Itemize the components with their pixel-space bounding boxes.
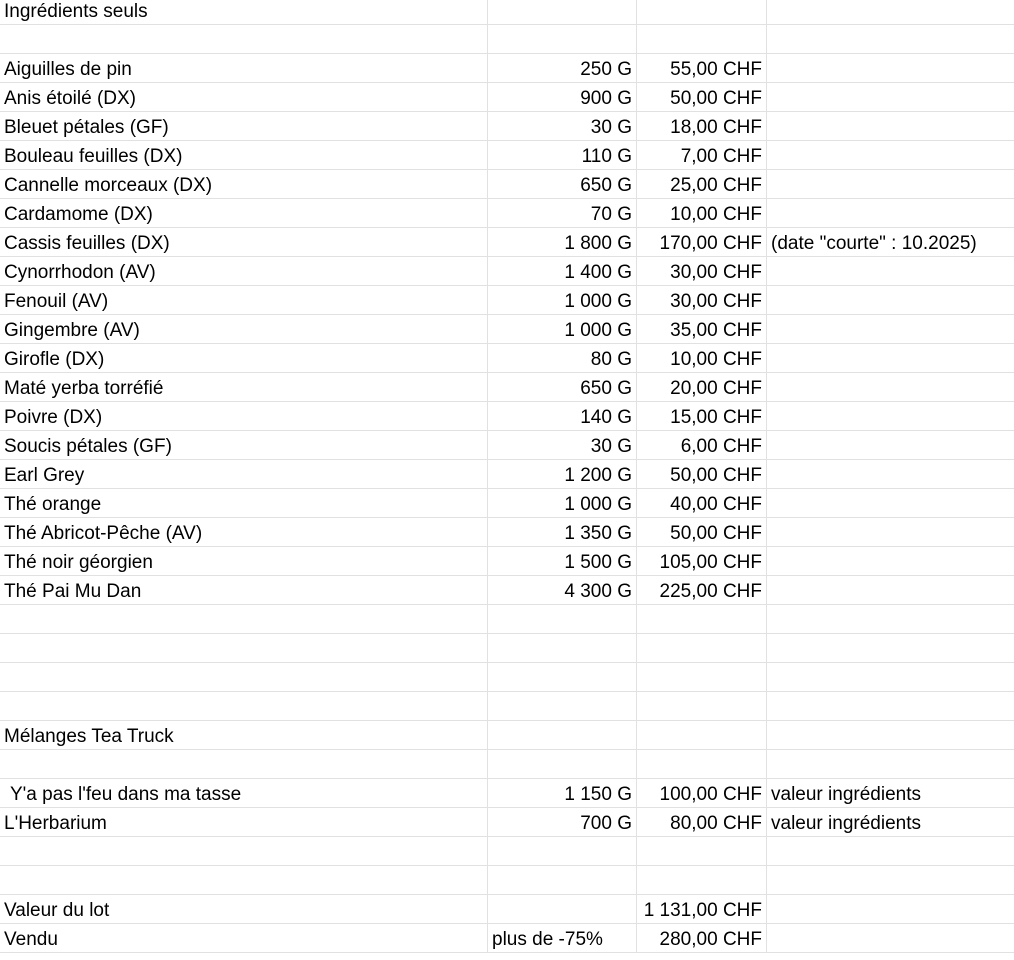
label-cell-text: Cardamome (DX) — [4, 204, 153, 225]
label-cell[interactable] — [0, 112, 488, 140]
price-cell-text: 10,00 CHF — [670, 204, 762, 225]
sheet-row — [0, 837, 1014, 866]
price-cell-text: 280,00 CHF — [659, 929, 762, 950]
note-cell[interactable] — [767, 489, 1014, 517]
quantity-cell-text: 1 000 G — [564, 320, 632, 341]
label-cell[interactable] — [0, 924, 488, 952]
price-cell[interactable] — [637, 460, 767, 488]
label-cell-text: Cannelle morceaux (DX) — [4, 175, 213, 196]
quantity-cell-text: 250 G — [580, 59, 632, 80]
price-cell[interactable] — [637, 721, 767, 749]
label-cell-text: Thé Abricot-Pêche (AV) — [4, 523, 203, 544]
quantity-cell[interactable] — [488, 141, 637, 169]
quantity-cell-text: 80 G — [590, 349, 632, 370]
label-cell[interactable] — [0, 721, 488, 749]
price-cell-text: 30,00 CHF — [670, 262, 762, 283]
sheet-row — [0, 750, 1014, 779]
note-cell[interactable] — [767, 431, 1014, 459]
price-cell[interactable] — [637, 895, 767, 923]
label-cell[interactable] — [0, 837, 488, 865]
note-cell-text: (date "courte" : 10.2025) — [771, 233, 977, 254]
sheet-row — [0, 431, 1014, 460]
note-cell[interactable] — [767, 460, 1014, 488]
label-cell-text: Soucis pétales (GF) — [4, 436, 172, 457]
price-cell[interactable] — [637, 141, 767, 169]
quantity-cell-text: 70 G — [590, 204, 632, 225]
price-cell-text: 7,00 CHF — [680, 146, 762, 167]
note-cell[interactable] — [767, 315, 1014, 343]
quantity-cell-text: 1 200 G — [564, 465, 632, 486]
quantity-cell[interactable] — [488, 605, 637, 633]
price-cell[interactable] — [637, 924, 767, 952]
quantity-cell[interactable] — [488, 895, 637, 923]
price-cell[interactable] — [637, 518, 767, 546]
quantity-cell[interactable] — [488, 0, 637, 24]
note-cell[interactable] — [767, 547, 1014, 575]
sheet-row — [0, 344, 1014, 373]
note-cell[interactable] — [767, 808, 1014, 836]
quantity-cell-text: 900 G — [580, 88, 632, 109]
quantity-cell[interactable] — [488, 83, 637, 111]
sheet-row — [0, 0, 1014, 25]
label-cell-text: L'Herbarium — [4, 813, 107, 834]
quantity-cell[interactable] — [488, 344, 637, 372]
quantity-cell[interactable] — [488, 199, 637, 227]
label-cell[interactable] — [0, 692, 488, 720]
price-cell[interactable] — [637, 402, 767, 430]
sheet-row — [0, 634, 1014, 663]
price-cell-text: 18,00 CHF — [670, 117, 762, 138]
quantity-cell[interactable] — [488, 634, 637, 662]
quantity-cell[interactable] — [488, 286, 637, 314]
note-cell[interactable] — [767, 576, 1014, 604]
note-cell-text: valeur ingrédients — [771, 813, 921, 834]
price-cell[interactable] — [637, 837, 767, 865]
price-cell[interactable] — [637, 25, 767, 53]
price-cell-text: 100,00 CHF — [659, 784, 762, 805]
label-cell[interactable] — [0, 518, 488, 546]
price-cell-text: 25,00 CHF — [670, 175, 762, 196]
label-cell[interactable] — [0, 489, 488, 517]
sheet-row — [0, 257, 1014, 286]
price-cell[interactable] — [637, 605, 767, 633]
label-cell[interactable] — [0, 141, 488, 169]
quantity-cell[interactable] — [488, 808, 637, 836]
label-cell[interactable] — [0, 54, 488, 82]
quantity-cell-text: 650 G — [580, 175, 632, 196]
note-cell[interactable] — [767, 692, 1014, 720]
label-cell[interactable] — [0, 373, 488, 401]
quantity-cell[interactable] — [488, 663, 637, 691]
note-cell[interactable] — [767, 779, 1014, 807]
sheet-row — [0, 460, 1014, 489]
quantity-cell-text: 1 800 G — [564, 233, 632, 254]
quantity-cell-text: 110 G — [581, 146, 632, 167]
price-cell-text: 20,00 CHF — [670, 378, 762, 399]
label-cell-text: Mélanges Tea Truck — [4, 726, 174, 747]
sheet-row — [0, 25, 1014, 54]
price-cell-text: 15,00 CHF — [670, 407, 762, 428]
label-cell[interactable] — [0, 286, 488, 314]
label-cell-text: Cassis feuilles (DX) — [4, 233, 170, 254]
label-cell-text: Thé Pai Mu Dan — [4, 581, 142, 602]
label-cell[interactable] — [0, 895, 488, 923]
price-cell[interactable] — [637, 199, 767, 227]
label-cell-text: Aiguilles de pin — [4, 59, 132, 80]
price-cell-text: 35,00 CHF — [670, 320, 762, 341]
price-cell[interactable] — [637, 576, 767, 604]
quantity-cell-text: 1 150 G — [564, 784, 632, 805]
quantity-cell[interactable] — [488, 112, 637, 140]
label-cell-text: Anis étoilé (DX) — [4, 88, 136, 109]
label-cell-text: Gingembre (AV) — [4, 320, 140, 341]
quantity-cell-text: 1 000 G — [564, 291, 632, 312]
price-cell[interactable] — [637, 0, 767, 24]
label-cell-text: Vendu — [4, 929, 58, 950]
quantity-cell[interactable] — [488, 837, 637, 865]
quantity-cell[interactable] — [488, 431, 637, 459]
label-cell[interactable] — [0, 576, 488, 604]
price-cell[interactable] — [637, 286, 767, 314]
note-cell[interactable] — [767, 344, 1014, 372]
note-cell[interactable] — [767, 257, 1014, 285]
note-cell-text: valeur ingrédients — [771, 784, 921, 805]
quantity-cell[interactable] — [488, 750, 637, 778]
quantity-cell[interactable] — [488, 721, 637, 749]
price-cell[interactable] — [637, 431, 767, 459]
quantity-cell-text: 140 G — [580, 407, 632, 428]
price-cell-text: 170,00 CHF — [659, 233, 762, 254]
price-cell[interactable] — [637, 866, 767, 894]
note-cell[interactable] — [767, 895, 1014, 923]
note-cell[interactable] — [767, 25, 1014, 53]
quantity-cell[interactable] — [488, 460, 637, 488]
price-cell-text: 80,00 CHF — [670, 813, 762, 834]
sheet-row — [0, 170, 1014, 199]
price-cell[interactable] — [637, 112, 767, 140]
quantity-cell[interactable] — [488, 228, 637, 256]
sheet-row — [0, 605, 1014, 634]
price-cell-text: 6,00 CHF — [680, 436, 762, 457]
label-cell[interactable] — [0, 25, 488, 53]
label-cell-text: Earl Grey — [4, 465, 85, 486]
label-cell-text: Y'a pas l'feu dans ma tasse — [10, 784, 242, 805]
label-cell-text: Maté yerba torréfié — [4, 378, 164, 399]
label-cell-text: Cynorrhodon (AV) — [4, 262, 156, 283]
price-cell-text: 50,00 CHF — [670, 88, 762, 109]
label-cell-text: Fenouil (AV) — [4, 291, 109, 312]
quantity-cell[interactable] — [488, 25, 637, 53]
price-cell[interactable] — [637, 315, 767, 343]
note-cell[interactable] — [767, 286, 1014, 314]
label-cell-text: Valeur du lot — [4, 900, 110, 921]
quantity-cell[interactable] — [488, 402, 637, 430]
price-cell[interactable] — [637, 634, 767, 662]
label-cell[interactable] — [0, 228, 488, 256]
label-cell[interactable] — [0, 170, 488, 198]
label-cell-text: Ingrédients seuls — [4, 1, 148, 22]
label-cell[interactable] — [0, 431, 488, 459]
sheet-row — [0, 402, 1014, 431]
price-cell[interactable] — [637, 54, 767, 82]
note-cell[interactable] — [767, 83, 1014, 111]
label-cell[interactable] — [0, 808, 488, 836]
price-cell[interactable] — [637, 228, 767, 256]
sheet-row — [0, 373, 1014, 402]
note-cell[interactable] — [767, 924, 1014, 952]
quantity-cell-text: 650 G — [580, 378, 632, 399]
quantity-cell[interactable] — [488, 924, 637, 952]
sheet-row — [0, 228, 1014, 257]
note-cell[interactable] — [767, 54, 1014, 82]
price-cell[interactable] — [637, 692, 767, 720]
quantity-cell[interactable] — [488, 54, 637, 82]
note-cell[interactable] — [767, 866, 1014, 894]
sheet-row — [0, 924, 1014, 953]
note-cell[interactable] — [767, 518, 1014, 546]
quantity-cell-text: 4 300 G — [564, 581, 632, 602]
price-cell-text: 55,00 CHF — [670, 59, 762, 80]
sheet-row — [0, 54, 1014, 83]
sheet-row — [0, 141, 1014, 170]
quantity-cell[interactable] — [488, 489, 637, 517]
quantity-cell-text: 700 G — [580, 813, 632, 834]
note-cell[interactable] — [767, 112, 1014, 140]
sheet-row — [0, 576, 1014, 605]
label-cell[interactable] — [0, 779, 488, 807]
sheet-row — [0, 721, 1014, 750]
label-cell[interactable] — [0, 315, 488, 343]
label-cell[interactable] — [0, 605, 488, 633]
price-cell[interactable] — [637, 489, 767, 517]
label-cell[interactable] — [0, 0, 488, 24]
price-cell[interactable] — [637, 373, 767, 401]
label-cell[interactable] — [0, 402, 488, 430]
price-cell[interactable] — [637, 344, 767, 372]
note-cell[interactable] — [767, 402, 1014, 430]
price-cell[interactable] — [637, 170, 767, 198]
label-cell[interactable] — [0, 547, 488, 575]
quantity-cell-text: 1 000 G — [564, 494, 632, 515]
note-cell[interactable] — [767, 228, 1014, 256]
price-cell[interactable] — [637, 808, 767, 836]
quantity-cell[interactable] — [488, 257, 637, 285]
quantity-cell-text: 30 G — [590, 436, 632, 457]
label-cell-text: Bleuet pétales (GF) — [4, 117, 169, 138]
quantity-cell[interactable] — [488, 576, 637, 604]
price-cell-text: 105,00 CHF — [659, 552, 762, 573]
price-cell-text: 225,00 CHF — [659, 581, 762, 602]
quantity-cell[interactable] — [488, 170, 637, 198]
sheet-row — [0, 518, 1014, 547]
label-cell-text: Poivre (DX) — [4, 407, 103, 428]
sheet-row — [0, 808, 1014, 837]
price-cell-text: 40,00 CHF — [670, 494, 762, 515]
price-cell-text: 1 131,00 CHF — [643, 900, 762, 921]
quantity-cell[interactable] — [488, 315, 637, 343]
sheet-row — [0, 489, 1014, 518]
quantity-cell[interactable] — [488, 866, 637, 894]
label-cell[interactable] — [0, 750, 488, 778]
quantity-cell[interactable] — [488, 779, 637, 807]
price-cell[interactable] — [637, 779, 767, 807]
price-cell[interactable] — [637, 83, 767, 111]
quantity-cell-text: 1 500 G — [564, 552, 632, 573]
label-cell[interactable] — [0, 199, 488, 227]
sheet-row — [0, 895, 1014, 924]
sheet-row — [0, 663, 1014, 692]
note-cell[interactable] — [767, 750, 1014, 778]
label-cell-text: Thé noir géorgien — [4, 552, 153, 573]
quantity-cell-text: 1 350 G — [564, 523, 632, 544]
label-cell[interactable] — [0, 460, 488, 488]
quantity-cell[interactable] — [488, 518, 637, 546]
sheet-row — [0, 286, 1014, 315]
note-cell[interactable] — [767, 663, 1014, 691]
quantity-cell-text: plus de -75% — [492, 929, 603, 950]
quantity-cell-text: 1 400 G — [564, 262, 632, 283]
price-cell[interactable] — [637, 750, 767, 778]
quantity-cell[interactable] — [488, 373, 637, 401]
note-cell[interactable] — [767, 170, 1014, 198]
note-cell[interactable] — [767, 141, 1014, 169]
label-cell-text: Girofle (DX) — [4, 349, 105, 370]
note-cell[interactable] — [767, 199, 1014, 227]
label-cell[interactable] — [0, 83, 488, 111]
sheet-row — [0, 199, 1014, 228]
note-cell[interactable] — [767, 721, 1014, 749]
price-cell-text: 10,00 CHF — [670, 349, 762, 370]
quantity-cell[interactable] — [488, 547, 637, 575]
label-cell[interactable] — [0, 663, 488, 691]
price-cell-text: 50,00 CHF — [670, 465, 762, 486]
sheet-row — [0, 83, 1014, 112]
label-cell[interactable] — [0, 344, 488, 372]
note-cell[interactable] — [767, 837, 1014, 865]
note-cell[interactable] — [767, 634, 1014, 662]
label-cell-text: Thé orange — [4, 494, 102, 515]
quantity-cell-text: 30 G — [590, 117, 632, 138]
note-cell[interactable] — [767, 0, 1014, 24]
sheet-row — [0, 547, 1014, 576]
price-cell[interactable] — [637, 663, 767, 691]
price-cell[interactable] — [637, 257, 767, 285]
price-cell-text: 30,00 CHF — [670, 291, 762, 312]
price-cell[interactable] — [637, 547, 767, 575]
label-cell[interactable] — [0, 866, 488, 894]
note-cell[interactable] — [767, 373, 1014, 401]
sheet-row — [0, 692, 1014, 721]
sheet-row — [0, 315, 1014, 344]
price-cell-text: 50,00 CHF — [670, 523, 762, 544]
sheet-row — [0, 779, 1014, 808]
sheet-row — [0, 866, 1014, 895]
label-cell-text: Bouleau feuilles (DX) — [4, 146, 183, 167]
sheet-row — [0, 112, 1014, 141]
label-cell[interactable] — [0, 634, 488, 662]
note-cell[interactable] — [767, 605, 1014, 633]
label-cell[interactable] — [0, 257, 488, 285]
quantity-cell[interactable] — [488, 692, 637, 720]
